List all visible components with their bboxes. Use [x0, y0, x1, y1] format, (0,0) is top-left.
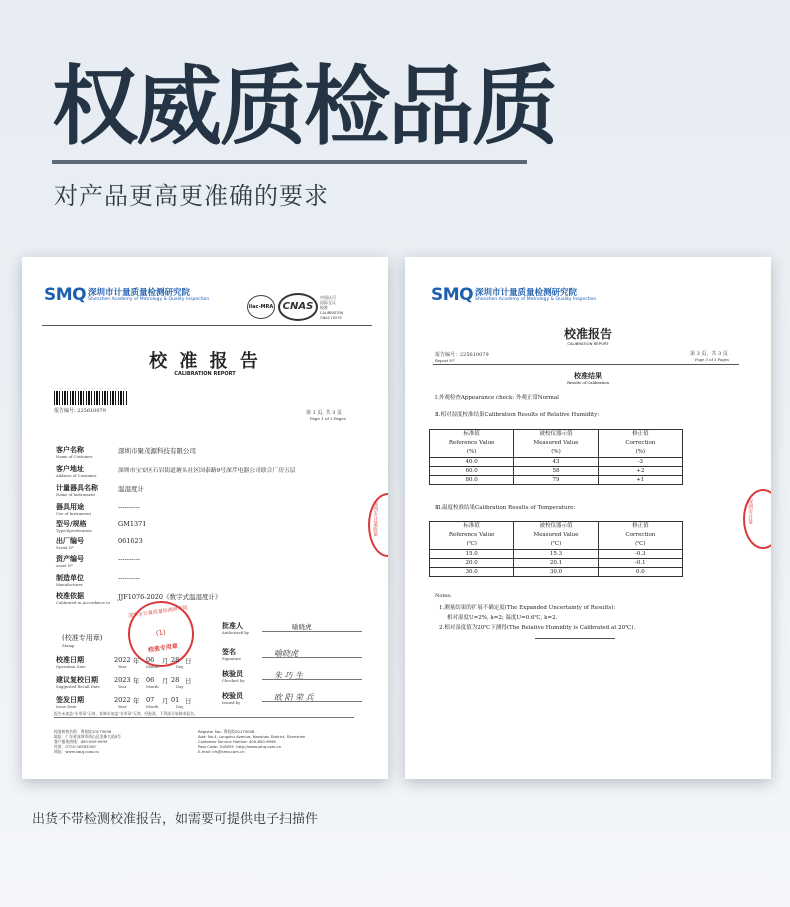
appearance-check: Ⅰ.外观检查Appearance check: 外观正常Normal [435, 395, 559, 401]
field-label-en: Serial Nº [56, 545, 74, 550]
ilac-mark: ilac-MRA [247, 295, 275, 319]
cnas-side-cn: 中国认可 国际互认 校准 [320, 295, 336, 310]
approver-label-en: Issued by [222, 700, 241, 705]
contact-info-en: Register No.: 粤检院20179008 Add: No.4, Longzhu Avenue, Nanshan District, Shenzhen Customer Service Hotline: 400-800-9999 Post Code: 518055 http://www.smq.com.cn E-mail: cfs@smq.com.cn [198, 729, 306, 754]
date-day: 01 [171, 696, 180, 704]
table-row [430, 458, 683, 467]
humidity-results-table [429, 429, 683, 485]
note-uncertainty: 1.测量结果的扩展不确定度(The Expanded Uncertainty of Results): [439, 605, 616, 611]
field-value: GM1371 [118, 520, 147, 528]
field-value: ---------- [118, 503, 140, 511]
date-day: 28 [171, 656, 180, 664]
date-label-en: Suggested Recall Date [56, 684, 100, 689]
date-year-unit: 年 [133, 657, 140, 665]
approver-value: 欧 阳 荣 兵 [274, 693, 314, 702]
approver-underline [262, 701, 362, 702]
approver-label-en: Authorized by [222, 630, 249, 635]
page-indicator: 第 1 页, 共 3 页 [306, 410, 342, 416]
date-month-unit: 月 [162, 657, 169, 665]
date-day: 28 [171, 676, 180, 684]
field-label-en: Asset Nº [56, 563, 73, 568]
approver-label: 批准人 [222, 622, 243, 630]
notes-title: Notes: [435, 593, 452, 599]
field-value: 深圳市宝安区石岩街道塘头社区国泰路9号深芹电器公司联合厂房五层 [118, 468, 296, 474]
table-cell: 20.0 [430, 559, 514, 568]
table-row [430, 550, 683, 559]
approver-value: 喻晓虎 [274, 649, 298, 658]
date-month: 06 [146, 656, 155, 664]
stamp-label-en: Stamp [62, 643, 75, 648]
report-number-en: Report Nº [435, 358, 455, 363]
table-header-cell: 标准值 Reference Value (%) [430, 430, 514, 458]
report-title-en: CALIBRATION REPORT [567, 341, 609, 346]
report-title: 校 准 报 告 [149, 351, 261, 372]
date-year: 2023 [114, 676, 131, 684]
approver-underline [262, 657, 362, 658]
field-label: 资产编号 [56, 555, 84, 563]
date-month: 06 [146, 676, 155, 684]
report-number: 报告编号：225610079 [435, 352, 489, 358]
footer-note: 出货不带检测校准报告，如需要可提供电子扫描件 [32, 812, 319, 827]
field-label: 器具用途 [56, 503, 84, 511]
report-number: 报告编号: 225610079 [54, 408, 106, 414]
date-day-unit-en: Day [176, 664, 184, 669]
field-label: 制造单位 [56, 574, 84, 582]
field-label-en: Address of Customer [56, 473, 97, 478]
calibration-report-page-3 [405, 257, 771, 779]
table-cell: 20.1 [514, 559, 598, 568]
stamp-label: (校准专用章) [62, 634, 103, 642]
date-day-unit: 日 [185, 697, 192, 705]
approver-underline [262, 679, 362, 680]
field-label: 型号/规格 [56, 520, 87, 528]
institute-name: 深圳市计量质量检测研究院 [475, 288, 578, 298]
note-uncertainty-values: 相对湿度U=2%, k=2; 温度U=0.6℃, k=2. [447, 615, 558, 621]
table-cell: -0.3 [598, 550, 682, 559]
table-header-cell: 被校仪器示值 Measured Value (%) [514, 430, 598, 458]
hero-subtitle: 对产品更高更准确的要求 [54, 182, 329, 210]
date-year-unit-en: Year [118, 684, 127, 689]
side-seal: 深圳市计量 [743, 489, 771, 549]
table-cell: +2 [598, 467, 682, 476]
table-cell: -3 [598, 458, 682, 467]
field-value: 深圳市聚茂源科技有限公司 [118, 447, 196, 455]
date-day-unit-en: Day [176, 684, 184, 689]
report-title-en: CALIBRATION REPORT [174, 371, 236, 377]
date-month-unit-en: Month [146, 684, 159, 689]
date-label: 校准日期 [56, 656, 84, 664]
table-cell: 0.0 [598, 568, 682, 577]
table-row [430, 476, 683, 485]
field-value: JJF1076-2020《数字式温湿度计》 [118, 593, 222, 601]
calibration-report-page-1 [22, 257, 388, 779]
table-cell: 79 [514, 476, 598, 485]
table-cell: -0.1 [598, 559, 682, 568]
approver-label: 签名 [222, 648, 236, 656]
page-indicator-en: Page 1 of 3 Pages [310, 416, 346, 421]
table-cell: 30.0 [514, 568, 598, 577]
hero-divider [52, 160, 527, 164]
report-title: 校准报告 [563, 327, 612, 341]
date-day-unit-en: Day [176, 704, 184, 709]
approver-underline [262, 631, 362, 632]
approver-label-en: Checked by [222, 678, 245, 683]
approver-value: 朱 巧 生 [274, 671, 304, 680]
date-year-unit-en: Year [118, 664, 127, 669]
date-label: 建议复校日期 [56, 676, 98, 684]
date-label: 签发日期 [56, 696, 84, 704]
table-header-cell: 被校仪器示值 Measured Value (℃) [514, 522, 598, 550]
institute-name-en: Shenzhen Academy of Metrology & Quality Inspection [475, 297, 597, 302]
table-cell: 40.0 [430, 458, 514, 467]
institute-name: 深圳市计量质量检测研究院 [88, 288, 191, 298]
cnas-side-en: CALIBRATION CNAS L0579 [320, 311, 344, 320]
contact-info-cn: 校准机构名称：粤检院20179008 地址：广东省深圳市南山区龙珠大道4号 客户服务热线：400-800-9999 传真：0755-26941500 网址：www.smq.com.cn [54, 729, 121, 754]
date-day-unit: 日 [185, 677, 192, 685]
page-indicator: 第 3 页，共 3 页 [690, 351, 728, 357]
field-label-en: Name of Customer [56, 454, 93, 459]
smq-logo: SMQ [44, 285, 87, 305]
date-year-unit: 年 [133, 677, 140, 685]
temperature-results-title: Ⅲ.温度校准结果Calibration Results of Temperature: [435, 505, 576, 511]
field-value: 温湿度计 [118, 485, 144, 493]
date-year: 2022 [114, 696, 131, 704]
date-label-en: Operation Date [56, 664, 86, 669]
table-cell: 60.0 [430, 467, 514, 476]
field-value: ---------- [118, 574, 140, 582]
table-cell: 80.0 [430, 476, 514, 485]
field-label: 校准依据 [56, 592, 84, 600]
approver-label: 核验员 [222, 670, 243, 678]
calibration-seal: 深圳市计量质量检测研究院 (1) 校准专用章 [124, 597, 199, 672]
humidity-results-title: Ⅱ.相对湿度校准结果Calibration Results of Relative Humidity: [435, 412, 600, 418]
date-month-unit: 月 [162, 697, 169, 705]
hero-title: 权威质检品质 [52, 57, 556, 157]
table-cell: 30.0 [430, 568, 514, 577]
field-label: 出厂编号 [56, 537, 84, 545]
results-heading-en: Results of Calibration [567, 380, 609, 385]
field-label: 客户地址 [56, 465, 84, 473]
date-day-unit: 日 [185, 657, 192, 665]
field-value: ---------- [118, 555, 140, 563]
approver-value: 喻晓虎 [292, 623, 312, 631]
field-label: 客户名称 [56, 446, 84, 454]
date-year-unit: 年 [133, 697, 140, 705]
barcode [54, 391, 128, 405]
table-header-row [430, 430, 683, 458]
field-label-en: Calibrated in Accordance to [56, 600, 111, 605]
field-label-en: Name of Instrument [56, 492, 96, 497]
table-header-row [430, 522, 683, 550]
table-row [430, 559, 683, 568]
table-row [430, 568, 683, 577]
field-label: 计量器具名称 [56, 484, 98, 492]
institute-name-en: Shenzhen Academy of Metrology & Quality Inspection [88, 297, 210, 302]
table-cell: 58 [514, 467, 598, 476]
date-month-unit: 月 [162, 677, 169, 685]
temperature-results-table [429, 521, 683, 577]
side-seal: 深圳市计量质量 [368, 493, 388, 557]
field-label-en: Type/Specification [56, 528, 92, 533]
approver-label-en: Signature [222, 656, 241, 661]
smq-logo: SMQ [431, 285, 474, 305]
table-header-cell: 标准值 Reference Value (℃) [430, 522, 514, 550]
field-value: 061623 [118, 537, 143, 545]
field-label-en: Use of Instrument [56, 511, 91, 516]
table-header-cell: 修正值 Correction (%) [598, 430, 682, 458]
table-cell: +1 [598, 476, 682, 485]
page-indicator-en: Page 3 of 3 Pages [695, 357, 729, 362]
approver-label: 校验员 [222, 692, 243, 700]
date-label-en: Issue Date [56, 704, 77, 709]
date-month-unit-en: Month [146, 664, 159, 669]
date-year-unit-en: Year [118, 704, 127, 709]
cnas-mark: CNAS [278, 293, 318, 321]
date-month-unit-en: Month [146, 704, 159, 709]
date-year: 2022 [114, 656, 131, 664]
date-month: 07 [146, 696, 155, 704]
field-label-en: Manufacturer [56, 582, 83, 587]
table-cell: 15.0 [430, 550, 514, 559]
note-humidity-temperature: 2.相对湿度值为20℃下测得(The Relative Humidity is Calibrated at 20℃). [439, 625, 636, 631]
table-header-cell: 修正值 Correction (℃) [598, 522, 682, 550]
report-notice: 报告未加盖"专用章"无效，复制未加盖"专用章"无效，经批准，不得部分复制本报告。 [54, 711, 198, 716]
results-heading: 校准结果 [574, 371, 602, 380]
table-cell: 43 [514, 458, 598, 467]
table-cell: 15.3 [514, 550, 598, 559]
table-row [430, 467, 683, 476]
